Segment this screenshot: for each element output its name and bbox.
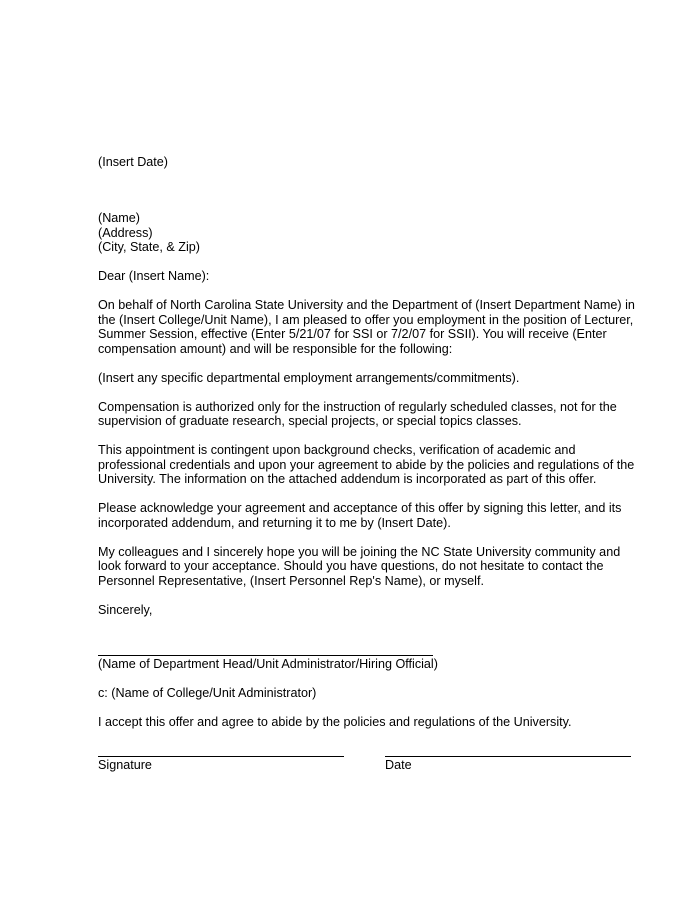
cc-line: c: (Name of College/Unit Administrator) [98,686,317,700]
date-label: Date [385,758,412,772]
date-line[interactable] [385,756,631,757]
signer-name: (Name of Department Head/Unit Administrator/Hiring Official) [98,657,438,671]
paragraph-line: On behalf of North Carolina State University and the Department of (Insert Department Name) in [98,298,635,312]
paragraph-line: Summer Session, effective (Enter 5/21/07 for SSI or 7/2/07 for SSII). You will receive (Enter [98,327,607,341]
paragraph-line: Personnel Representative, (Insert Personnel Rep's Name), or myself. [98,573,484,588]
signature-label: Signature [98,758,152,772]
paragraph-line: My colleagues and I sincerely hope you will be joining the NC State University community and [98,544,621,559]
paragraph-line: supervision of graduate research, special projects, or special topics classes. [98,414,522,428]
closing: Sincerely, [98,602,153,617]
paragraph-line: (Insert any specific departmental employment arrangements/commitments). [98,370,520,385]
acceptance-statement: I accept this offer and agree to abide by the policies and regulations of the University. [98,715,572,729]
salutation: Dear (Insert Name): [98,269,210,283]
recipient-address: (Address) [98,225,153,240]
paragraph-line: Compensation is authorized only for the instruction of regularly scheduled classes, not for the [98,399,617,414]
paragraph-line: This appointment is contingent upon background checks, verification of academic and [98,443,576,457]
signer-signature-line [98,655,433,656]
letter-date: (Insert Date) [98,155,168,169]
paragraph-line: look forward to your acceptance. Should you have questions, do not hesitate to contact the [98,559,604,573]
paragraph-line: compensation amount) and will be responsible for the following: [98,341,453,356]
recipient-city-state-zip: (City, State, & Zip) [98,240,200,254]
signature-line[interactable] [98,756,344,757]
paragraph-line: University. The information on the attached addendum is incorporated as part of this offer. [98,472,597,486]
paragraph-line: Please acknowledge your agreement and acceptance of this offer by signing this letter, and its [98,501,622,515]
paragraph-line: professional credentials and upon your agreement to abide by the policies and regulations of the [98,457,635,472]
paragraph-line: incorporated addendum, and returning it to me by (Insert Date). [98,515,451,530]
paragraph-line: the (Insert College/Unit Name), I am pleased to offer you employment in the position of Lecturer, [98,312,634,327]
recipient-name: (Name) [98,211,140,225]
